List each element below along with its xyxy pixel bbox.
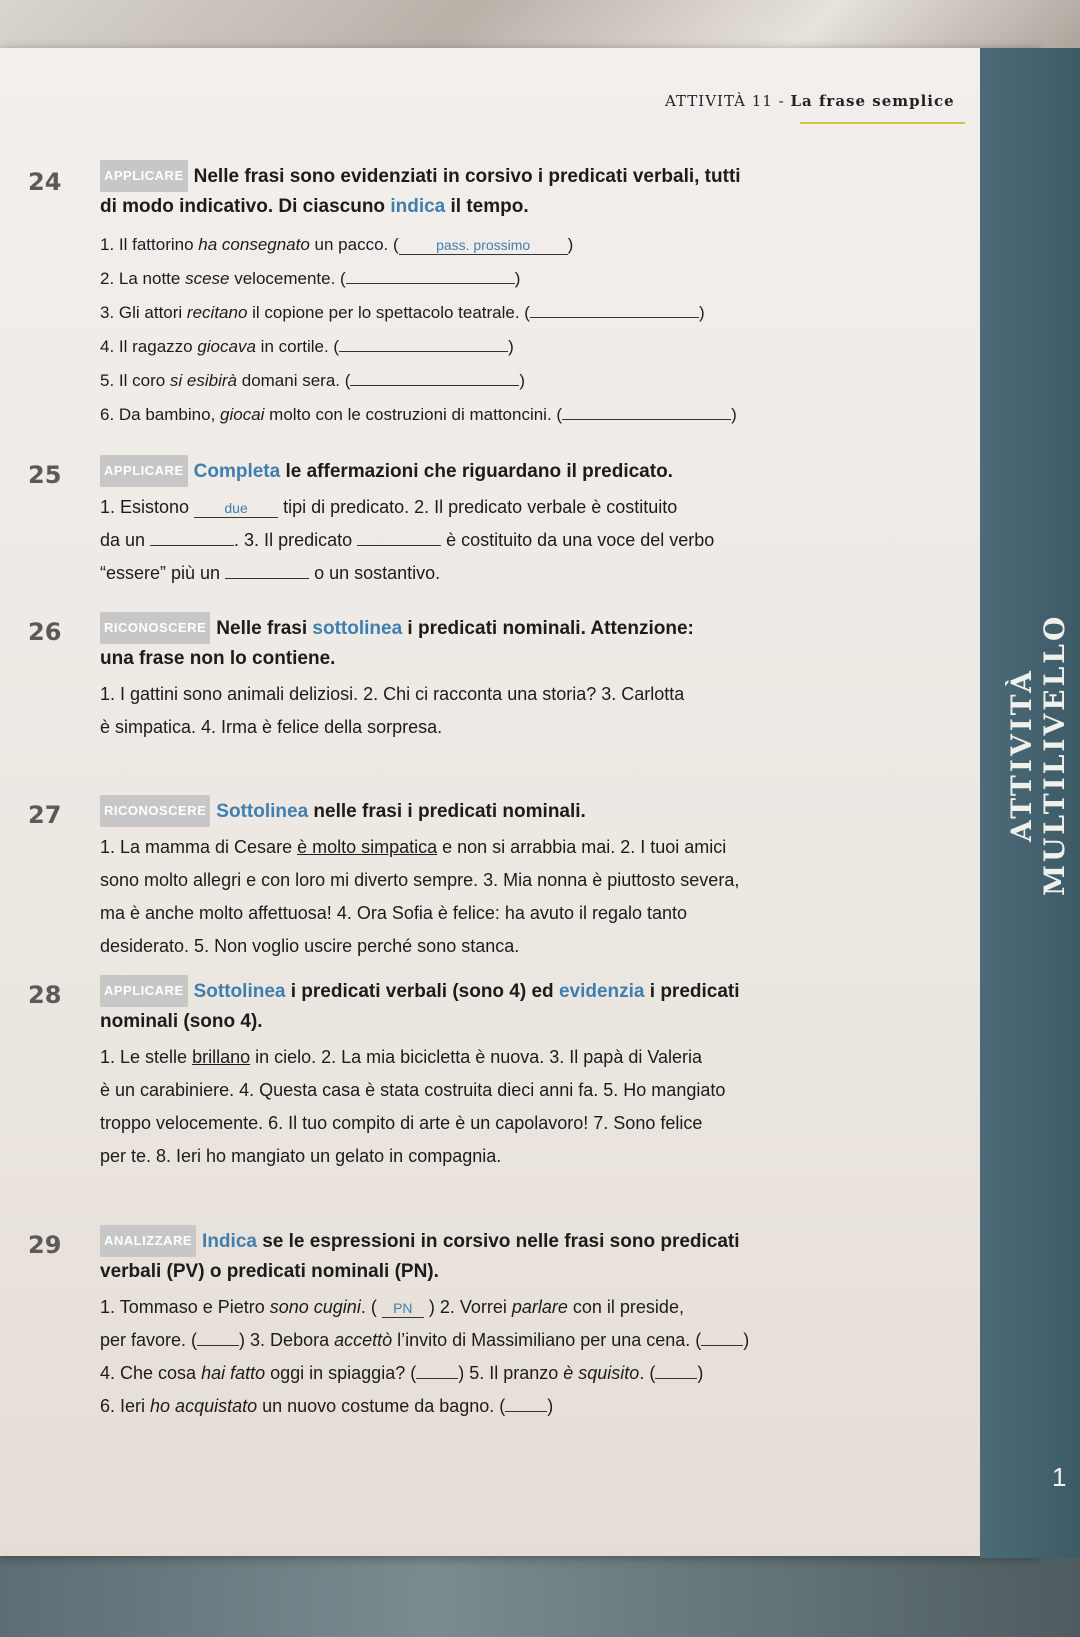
instruction-text: se le espressioni in corsivo nelle frasi sono predicati [256, 1231, 740, 1252]
exercise-number: 28 [28, 981, 62, 1009]
exercise-line: è un carabiniere. 4. Questa casa è stata costruita dieci anni fa. 5. Ho mangiato [100, 1080, 726, 1100]
exercise-item: 1. Il fattorino ha consegnato un pacco. ( pass. prossimo ) [100, 235, 574, 254]
instruction-text: i predicati [644, 981, 740, 1002]
instruction-text: nelle frasi i predicati nominali. [308, 801, 586, 822]
exercise-badge: APPLICARE [100, 975, 188, 1007]
exercise-badge: RICONOSCERE [100, 795, 210, 827]
answer-blank[interactable]: pass. prossimo [399, 236, 568, 255]
exercise-instruction [100, 160, 980, 222]
instruction-highlight: evidenzia [558, 981, 645, 1002]
exercise-line: ma è anche molto affettuosa! 4. Ora Sofia è felice: ha avuto il regalo tanto [100, 903, 688, 923]
exercise-instruction [100, 795, 980, 827]
answer-blank[interactable]: due [194, 499, 278, 518]
instruction-text: di modo indicativo. Di ciascuno [100, 196, 391, 217]
exercise-number: 24 [28, 168, 62, 196]
instruction-highlight: Sottolinea [216, 801, 309, 822]
exercise-number: 27 [28, 801, 62, 829]
exercise-badge: APPLICARE [100, 160, 188, 192]
underlined-answer: è molto simpatica [297, 837, 438, 857]
exercise-badge: RICONOSCERE [100, 612, 210, 644]
answer-blank[interactable]: PN [382, 1299, 424, 1318]
side-label: ATTIVITÀ MULTILIVELLO [1005, 613, 1071, 897]
exercise-26 [28, 612, 980, 744]
answer-blank[interactable] [655, 1378, 697, 1379]
exercise-29 [28, 1225, 980, 1423]
exercise-line: da un . 3. Il predicato è costituito da una voce del verbo [100, 530, 715, 550]
header-activity: ATTIVITÀ 11 - [665, 92, 785, 110]
exercise-line: 1. Tommaso e Pietro sono cugini. ( PN ) 2. Vorrei parlare con il preside, [100, 1297, 684, 1317]
answer-blank[interactable] [505, 1411, 547, 1412]
exercise-24 [28, 160, 980, 432]
instruction-text: una frase non lo contiene. [100, 648, 336, 669]
exercise-28 [28, 975, 980, 1173]
answer-blank[interactable] [562, 419, 731, 420]
instruction-text: nominali (sono 4). [100, 1011, 263, 1032]
exercise-line: è simpatica. 4. Irma è felice della sorpresa. [100, 717, 443, 737]
instruction-text: Nelle frasi sono evidenziati in corsivo i predicati verbali, tutti [193, 166, 741, 187]
instruction-highlight: Indica [202, 1231, 257, 1252]
exercise-line: per te. 8. Ieri ho mangiato un gelato in compagnia. [100, 1146, 502, 1166]
instruction-highlight: indica [390, 196, 446, 217]
exercise-item: 4. Il ragazzo giocava in cortile. ( ) [100, 337, 514, 356]
instruction-text: il tempo. [445, 196, 529, 217]
answer-blank[interactable] [701, 1345, 743, 1346]
exercise-line: 1. La mamma di Cesare è molto simpatica e non si arrabbia mai. 2. I tuoi amici [100, 837, 727, 857]
answer-blank[interactable] [350, 385, 519, 386]
answer-blank[interactable] [339, 351, 508, 352]
exercise-line: 6. Ieri ho acquistato un nuovo costume da bagno. ( ) [100, 1396, 554, 1416]
exercise-item: 5. Il coro si esibirà domani sera. ( ) [100, 371, 526, 390]
instruction-highlight: Completa [193, 461, 281, 482]
exercise-line: per favore. ( ) 3. Debora accettò l’invito di Massimiliano per una cena. ( ) [100, 1330, 750, 1350]
instruction-text: i predicati verbali (sono 4) ed [285, 981, 559, 1002]
exercise-line: desiderato. 5. Non voglio uscire perché sono stanca. [100, 936, 520, 956]
answer-blank[interactable] [416, 1378, 458, 1379]
exercise-line: sono molto allegri e con loro mi diverto sempre. 3. Mia nonna è piuttosto severa, [100, 870, 740, 890]
answer-blank[interactable] [530, 317, 699, 318]
instruction-text: Nelle frasi [216, 618, 313, 639]
exercise-item: 3. Gli attori recitano il copione per lo spettacolo teatrale. ( ) [100, 303, 705, 322]
exercise-line: “essere” più un o un sostantivo. [100, 563, 441, 583]
exercise-badge: ANALIZZARE [100, 1225, 196, 1257]
exercise-item: 2. La notte scese velocemente. ( ) [100, 269, 521, 288]
exercise-line: 1. Le stelle brillano in cielo. 2. La mia bicicletta è nuova. 3. Il papà di Valeria [100, 1047, 703, 1067]
exercise-line: 1. Esistono due tipi di predicato. 2. Il predicato verbale è costituito [100, 497, 678, 517]
header-topic: La frase semplice [790, 92, 955, 110]
exercise-line: 1. I gattini sono animali deliziosi. 2. Chi ci racconta una storia? 3. Carlotta [100, 684, 685, 704]
underlined-answer: brillano [192, 1047, 251, 1067]
answer-blank[interactable] [150, 545, 234, 546]
instruction-highlight: Sottolinea [193, 981, 286, 1002]
instruction-text: le affermazioni che riguardano il predicato. [280, 461, 673, 482]
exercise-instruction [100, 455, 980, 487]
answer-blank[interactable] [357, 545, 441, 546]
page-header [665, 92, 965, 132]
exercise-line: 4. Che cosa hai fatto oggi in spiaggia? ( ) 5. Il pranzo è squisito. ( ) [100, 1363, 704, 1383]
instruction-highlight: sottolinea [312, 618, 403, 639]
exercise-27 [28, 795, 980, 963]
exercise-number: 25 [28, 461, 62, 489]
exercise-25 [28, 455, 980, 590]
exercise-line: troppo velocemente. 6. Il tuo compito di arte è un capolavoro! 7. Sono felice [100, 1113, 703, 1133]
answer-blank[interactable] [225, 578, 309, 579]
exercise-item: 6. Da bambino, giocai molto con le costruzioni di mattoncini. ( ) [100, 405, 737, 424]
answer-blank[interactable] [346, 283, 515, 284]
instruction-text: i predicati nominali. Attenzione: [402, 618, 694, 639]
exercise-instruction [100, 975, 980, 1037]
exercise-instruction [100, 1225, 980, 1287]
header-underline [800, 122, 965, 124]
exercise-number: 29 [28, 1231, 62, 1259]
instruction-text: verbali (PV) o predicati nominali (PN). [100, 1261, 439, 1282]
exercise-number: 26 [28, 618, 62, 646]
page-number: 1 [1052, 1462, 1067, 1492]
exercise-instruction [100, 612, 980, 674]
answer-blank[interactable] [197, 1345, 239, 1346]
exercise-badge: APPLICARE [100, 455, 188, 487]
